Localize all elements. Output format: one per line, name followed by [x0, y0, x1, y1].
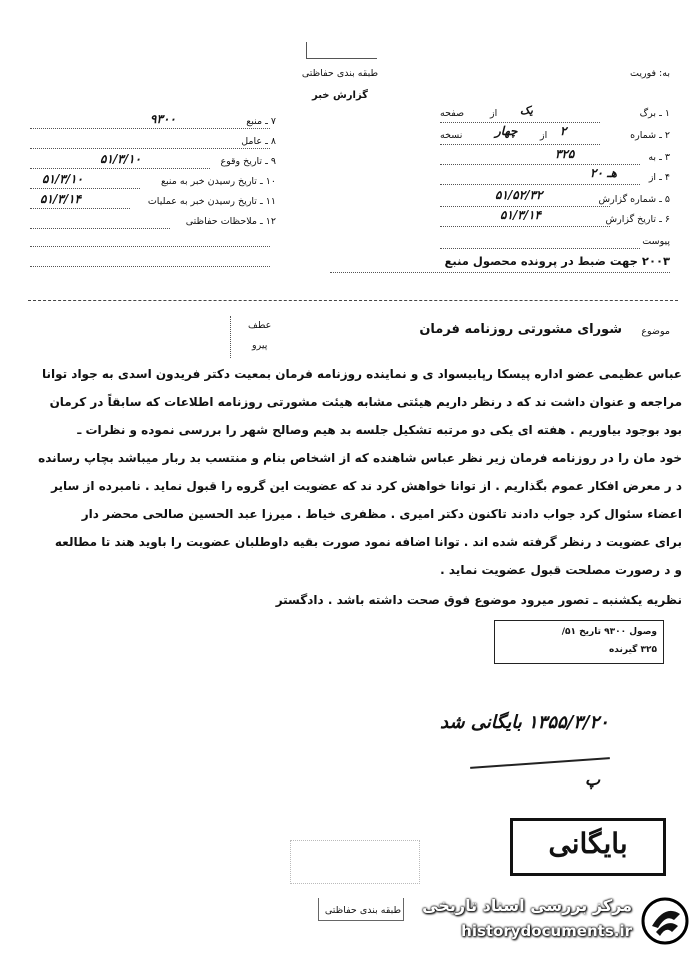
body-line: مراجعه و عنوان داشت ند که د رنظر داریم هیئتی مشابه هیئت مشورتی روزنامه اطلاعات که سابقاً در کرمان: [49, 395, 682, 409]
field-value-source: ۹۳۰۰: [150, 112, 176, 126]
field-line: [440, 226, 610, 227]
field-line: [440, 164, 640, 165]
document-type-title: گزارش خبر: [311, 90, 368, 101]
classification-box-bottom: [318, 898, 404, 921]
opinion-line: نظریه یکشنبه ـ تصور میرود موضوع فوق صحت داشته باشد . دادگستر: [275, 593, 682, 607]
receipt-stamp-line1: وصول ۹۳۰۰ تاریخ ۵۱/: [561, 627, 657, 637]
field-value-page: یک: [520, 104, 533, 117]
right-field-label: ۲ ـ شماره: [630, 130, 670, 141]
right-field-label: ۱ ـ برگ: [639, 108, 670, 119]
field-line: [30, 188, 140, 189]
field-line: [440, 206, 610, 207]
right-field-label: ۴ ـ از: [648, 172, 670, 183]
field-value-copy: ۲: [560, 124, 567, 138]
field-line: [440, 144, 600, 145]
body-line: خود مان را در روزنامه فرمان زیر نظر عباس شاهنده که از اشخاص بنام و منتسب بد ربار میباشد بچاپ رسانده: [38, 451, 682, 465]
handwritten-underline: [470, 757, 610, 769]
right-field-label: ۵ ـ شماره گزارش: [598, 194, 670, 205]
body-line: برای عضویت د رنظر گرفته شده اند . توانا اضافه نمود صورت بقیه داوطلبان عضویت را باوید هند تا مطالعه: [54, 535, 682, 549]
archive-stamp-text: بایگانی: [548, 827, 628, 860]
right-field-label: پیوست: [642, 236, 670, 247]
field-line: [30, 148, 270, 149]
subject-divider: [230, 316, 231, 358]
classification-label-top: طبقه بندی حفاظتی: [301, 68, 379, 79]
watermark-name: مرکز بررسی اسناد تاریخی: [422, 896, 632, 915]
bottom-box-outline: [290, 840, 420, 884]
left-field-label: ۱۲ ـ ملاحظات حفاظتی: [185, 216, 276, 227]
field-value-copy-total: چهار: [495, 124, 518, 138]
left-field-label: ۱۰ ـ تاریخ رسیدن خبر به منبع: [161, 176, 276, 187]
handwritten-archive-note: ۱۳۵۵/۳/۲۰ بایگانی شد: [440, 712, 609, 733]
body-line: د ر معرض افکار عموم بگذاریم . از توانا خواهش کرد ند که عضویت این گروه را قبول نماید . نامبرده از سایر: [51, 479, 682, 493]
field-line: [30, 266, 270, 267]
followup-label: پیرو: [252, 340, 268, 351]
field-line: [440, 248, 640, 249]
field-value-received-source: ۵۱/۳/۱۰: [42, 172, 83, 186]
archive-stamp: [510, 818, 666, 876]
right-field-of: از: [540, 130, 548, 141]
watermark-logo-icon: [640, 896, 690, 946]
right-field-label: ۶ ـ تاریخ گزارش: [605, 214, 670, 225]
watermark-url: historydocuments.ir: [461, 922, 632, 940]
field-line: [440, 122, 600, 123]
handwritten-initial: پ: [585, 770, 601, 789]
right-field-label: ۳ ـ به: [648, 152, 670, 163]
right-field-tail: صفحه: [440, 108, 465, 119]
reference-label: عطف: [248, 320, 272, 331]
field-line: [30, 228, 170, 229]
subject-label: موضوع: [641, 326, 670, 337]
body-line: اعضاء سئوال کرد جواب دادند تاکنون دکتر امیری . مظفری خیاط . میرزا عبد الحسین صالحی محضر دار: [81, 507, 682, 521]
body-line: و د رصورت مصلحت قبول عضویت نماید .: [440, 563, 682, 577]
field-line: [440, 184, 640, 185]
right-field-of: از: [490, 108, 498, 119]
field-value-report-date: ۵۱/۳/۱۴: [500, 208, 541, 222]
field-value-from: ۲۰ هـ: [590, 166, 617, 180]
receipt-stamp: [494, 620, 664, 664]
field-value-report-number: ۵۱/۵۲/۳۲: [495, 188, 543, 202]
field-value-received-ops: ۵۱/۳/۱۴: [40, 192, 81, 206]
left-field-label: ۹ ـ تاریخ وقوع: [220, 156, 276, 167]
receipt-stamp-line2: ۳۲۵ گیرنده: [608, 645, 657, 655]
field-value-to: ۳۲۵: [555, 147, 575, 161]
body-line: عباس عظیمی عضو اداره پیسکا رپابیسواد ی و نماینده روزنامه فرمان بمعیت دکتر فریدون اسدی به جواد توانا: [41, 367, 682, 381]
classification-box-top: [306, 42, 377, 59]
left-field-label: ۸ ـ عامل: [241, 136, 276, 147]
field-value-occurrence-date: ۵۱/۳/۱۰: [100, 152, 141, 166]
left-field-label: ۷ ـ منبع: [246, 116, 276, 127]
subject-text: شورای مشورتی روزنامه فرمان: [419, 322, 622, 337]
left-field-label: ۱۱ ـ تاریخ رسیدن خبر به عملیات: [147, 196, 276, 207]
field-line: [30, 246, 270, 247]
priority-label: به: فوریت: [630, 68, 670, 79]
watermark: [422, 892, 694, 952]
field-line: [30, 168, 210, 169]
field-line: [30, 128, 270, 129]
field-line: [30, 208, 130, 209]
action-note: ۲۰۰۳ جهت ضبط در پرونده محصول منبع: [444, 254, 670, 268]
classification-label-bottom: طبقه بندی حفاظتی: [324, 905, 402, 916]
right-field-tail: نسخه: [440, 130, 463, 141]
field-line: [330, 272, 670, 273]
header-divider: [28, 300, 678, 301]
body-line: بود بوجود بیاوریم . هفته ای یکی دو مرتبه تشکیل جلسه بد هیم وصالح شهر را بررسی نموده و نظرات ـ: [77, 423, 682, 437]
